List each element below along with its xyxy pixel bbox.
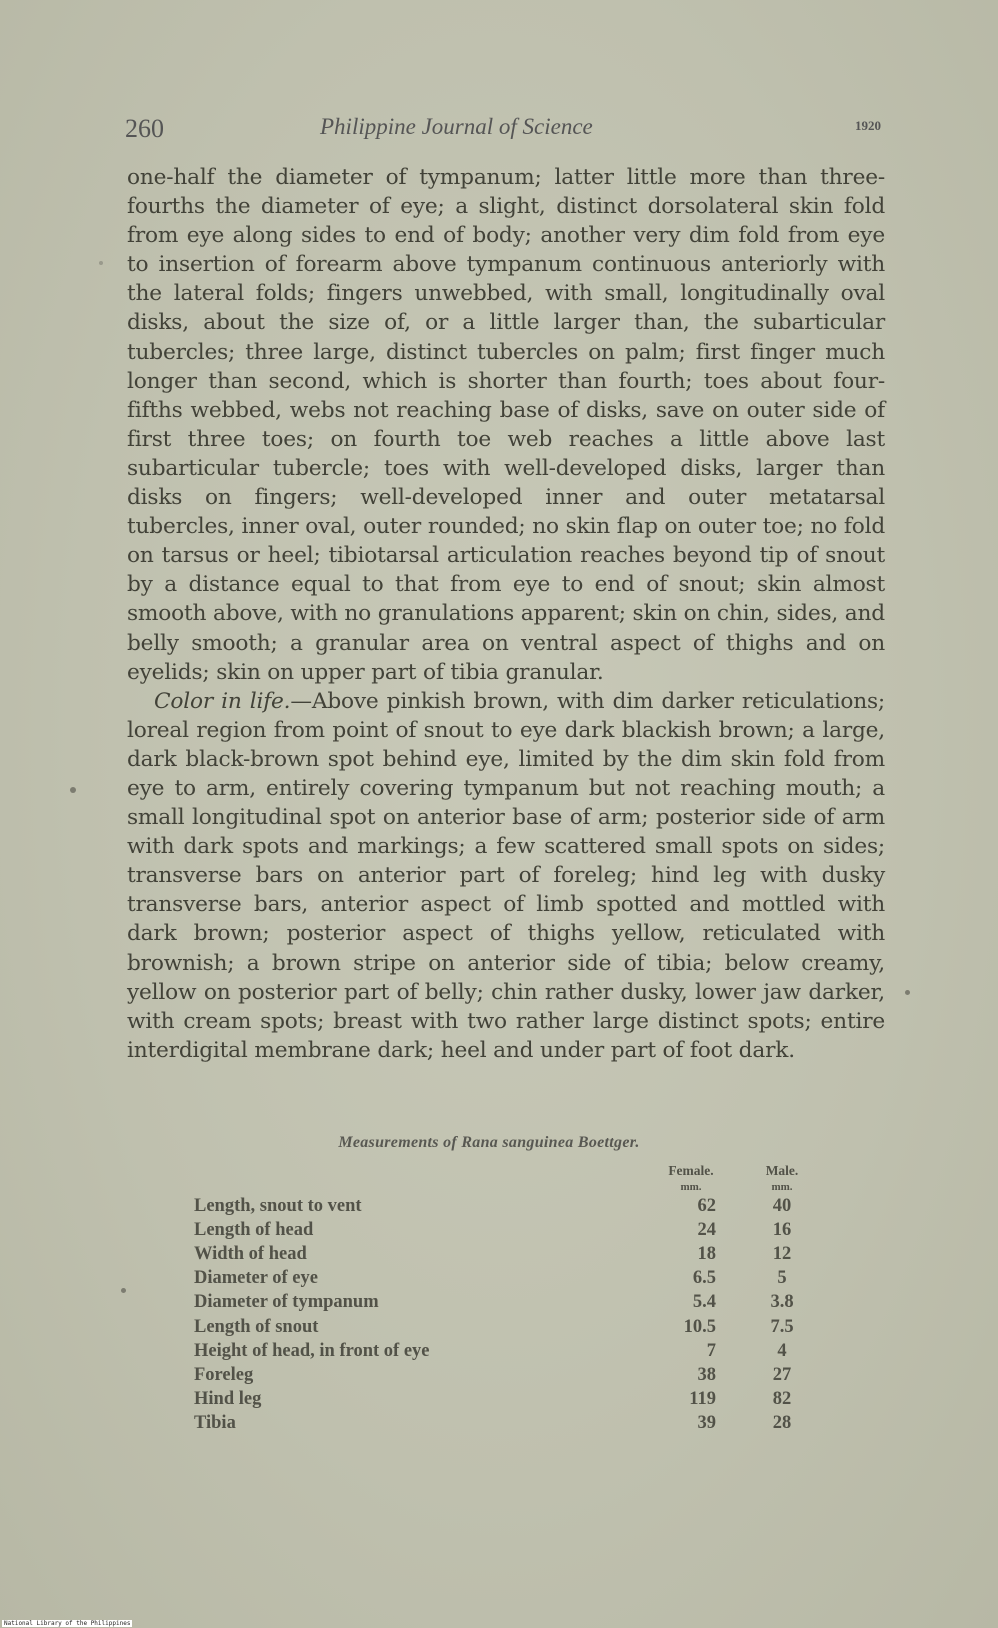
running-header xyxy=(125,108,885,148)
measurement-label: Length, snout to vent xyxy=(194,1196,362,1216)
color-in-life-heading: Color in life. xyxy=(154,688,291,714)
ink-speck xyxy=(99,261,103,265)
measurement-label: Hind leg xyxy=(194,1388,262,1409)
publication-year: 1920 xyxy=(855,118,881,133)
ink-speck xyxy=(905,990,910,995)
male-value: 40 xyxy=(772,1196,792,1216)
color-in-life-text: —Above pinkish brown, with dim darker reticulations; loreal region from point of snout to eye dark blackish brown; a large, dark black-brown spot behind eye, limited by the dim skin fold from eye to arm, entirely covering tympanum but not reaching mouth; a small longitudinal spot on anterior base of arm; posterior side of arm with dark spots and markings; a few scattered small spots on sides; transverse bars on anterior part of foreleg; hind leg with dusky transverse bars, anterior aspect of limb spotted and mottled with dark brown; posterior aspect of thighs yellow, reticulated with brownish; a brown stripe on anterior side of tibia; below creamy, yellow on posterior part of belly; chin rather dusky, lower jaw darker, with cream spots; breast with two rather large distinct spots; entire interdigital membrane dark; heel and under part of foot dark. xyxy=(127,688,886,1063)
table-row xyxy=(194,1292,834,1316)
unit-header-female: mm. xyxy=(680,1181,702,1193)
measurement-label: Length of head xyxy=(194,1220,314,1241)
male-value: 12 xyxy=(772,1244,792,1265)
female-value: 119 xyxy=(689,1388,716,1409)
ink-speck xyxy=(121,1288,126,1293)
female-value: 7 xyxy=(706,1340,716,1361)
table-row xyxy=(194,1220,834,1244)
measurement-label: Tibia xyxy=(194,1412,236,1433)
measurement-label: Length of snout xyxy=(194,1316,319,1337)
female-value: 38 xyxy=(697,1364,716,1385)
female-value: 24 xyxy=(697,1220,716,1241)
female-value: 6.5 xyxy=(692,1268,716,1289)
table-caption-text: Measurements of Rana sanguinea Boettger. xyxy=(338,1134,640,1151)
male-value: 7.5 xyxy=(770,1316,794,1337)
male-value: 27 xyxy=(772,1364,792,1385)
table-caption xyxy=(0,1134,998,1152)
article-body xyxy=(127,163,885,1065)
measurement-label: Height of head, in front of eye xyxy=(194,1340,430,1361)
library-stamp: National Library of the Philippines xyxy=(4,1620,131,1627)
table-row xyxy=(194,1341,834,1365)
table-row xyxy=(194,1389,834,1413)
table-row xyxy=(194,1268,834,1292)
male-value: 3.8 xyxy=(770,1292,794,1313)
measurement-label: Diameter of tympanum xyxy=(194,1292,379,1313)
measurement-label: Diameter of eye xyxy=(194,1268,318,1289)
unit-header-male: mm. xyxy=(771,1181,793,1193)
male-value: 5 xyxy=(777,1268,787,1289)
ink-speck xyxy=(70,787,76,793)
measurement-label: Foreleg xyxy=(194,1364,254,1385)
column-header-male: Male. xyxy=(765,1163,799,1178)
female-value: 10.5 xyxy=(683,1316,716,1337)
table-row xyxy=(194,1365,834,1389)
description-paragraph: one-half the diameter of tympanum; latter little more than three-fourths the diameter of eye; a slight, distinct dorsolateral skin fold from eye along sides to end of body; another very dim fold from eye to insertion of forearm above tympanum continuous anteriorly with the lateral folds; fingers unwebbed, with small, longitudinally oval disks, about the size of, or a little larger than, the subarticular tubercles; three large, distinct tubercles on palm; first finger much longer than second, which is shorter than fourth; toes about four-fifths webbed, webs not reaching base of disks, save on outer side of first three toes; on fourth toe web reaches a little above last subarticular tubercle; toes with well-developed disks, larger than disks on fingers; well-developed inner and outer metatarsal tubercles, inner oval, outer rounded; no skin flap on outer toe; no fold on tarsus or heel; tibiotarsal articulation reaches beyond tip of snout by a distance equal to that from eye to end of snout; skin almost smooth above, with no granulations apparent; skin on chin, sides, and belly smooth; a granular area on ventral aspect of thighs and on eyelids; skin on upper part of tibia granular. xyxy=(127,165,885,685)
female-value: 62 xyxy=(697,1196,716,1216)
color-in-life-paragraph xyxy=(127,687,885,1065)
male-value: 4 xyxy=(777,1340,787,1361)
column-header-female: Female. xyxy=(668,1163,714,1178)
measurement-label: Width of head xyxy=(194,1244,307,1265)
male-value: 28 xyxy=(772,1412,792,1433)
table-row xyxy=(194,1413,834,1437)
female-value: 39 xyxy=(697,1412,716,1433)
page-number: 260 xyxy=(125,114,164,143)
table-row xyxy=(194,1244,834,1268)
female-value: 18 xyxy=(697,1244,716,1265)
journal-title: Philippine Journal of Science xyxy=(320,114,593,139)
male-value: 16 xyxy=(772,1220,792,1241)
female-value: 5.4 xyxy=(692,1292,716,1313)
table-row xyxy=(194,1317,834,1341)
table-row xyxy=(194,1196,834,1220)
male-value: 82 xyxy=(772,1388,792,1409)
